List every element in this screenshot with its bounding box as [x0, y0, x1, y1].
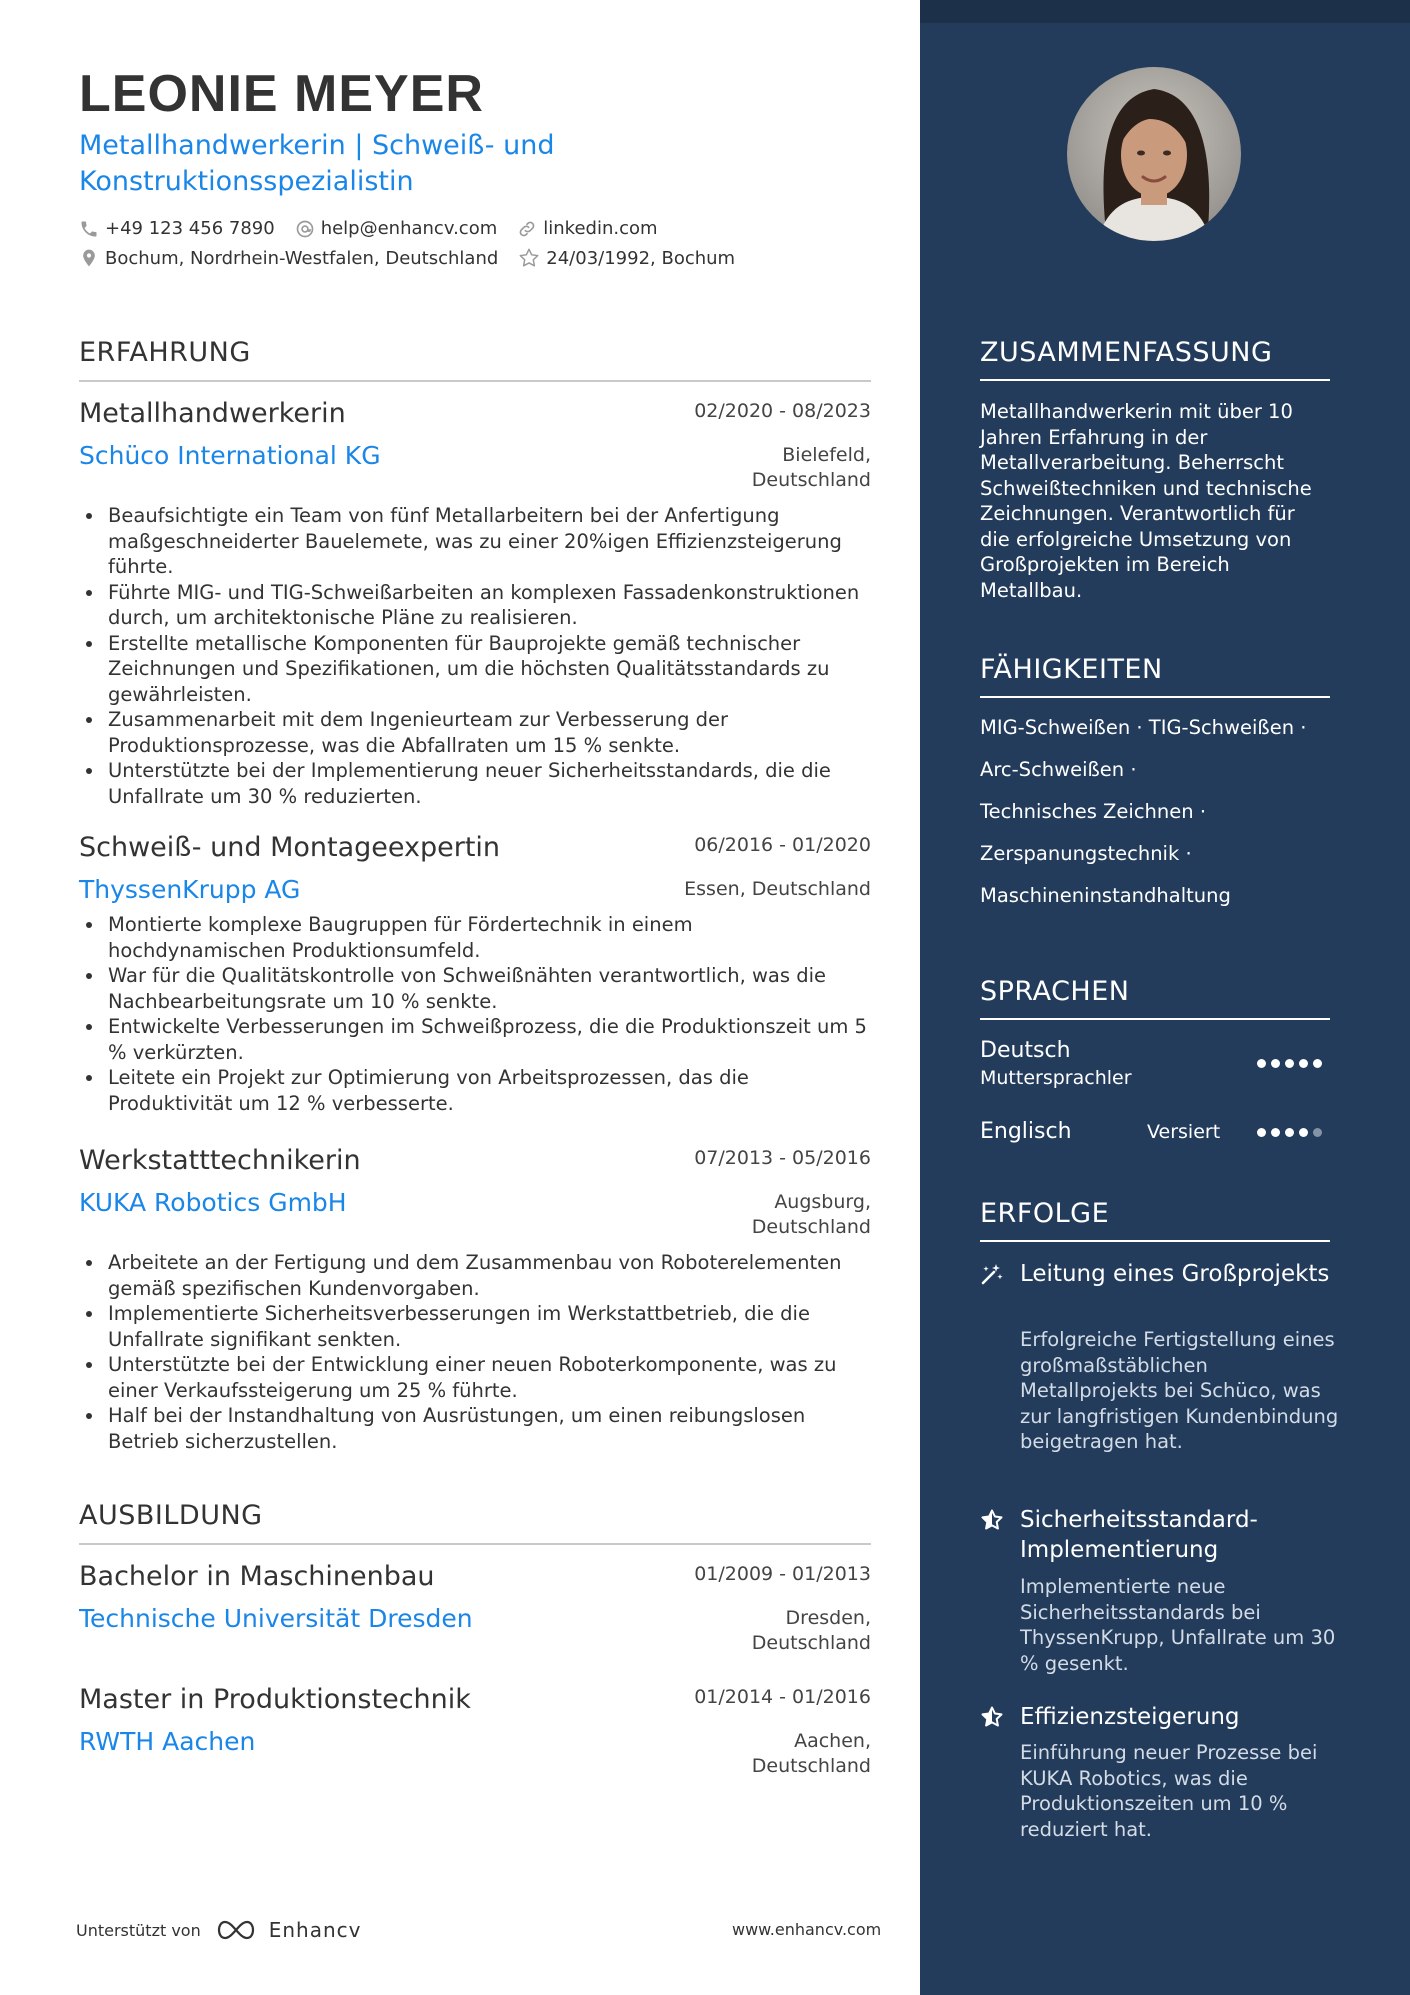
- bullet-item: Arbeitete an der Fertigung und dem Zusammenbau von Roboterelementen gemäß spezifischen Kundenvorgaben.: [79, 1250, 871, 1301]
- job-bullets: [79, 503, 871, 809]
- job-title: Metallhandwerkerin: [79, 398, 346, 429]
- phone-text: +49 123 456 7890: [105, 218, 275, 239]
- star-icon: [980, 1705, 1004, 1729]
- wand-icon: [980, 1262, 1004, 1286]
- achievement-title: Sicherheitsstandard-Implementierung: [1020, 1507, 1258, 1563]
- footer-website[interactable]: www.enhancv.com: [732, 1920, 882, 1939]
- education-location-line: Deutschland: [751, 1632, 871, 1654]
- bullet-item: Beaufsichtigte ein Team von fünf Metallarbeitern bei der Anfertigung maßgeschneiderter Bauelemete, was zu einer 20%igen Effizienzsteigerung führte.: [79, 503, 871, 580]
- job-bullets: [79, 1250, 871, 1454]
- job-entry: [79, 398, 871, 809]
- location-item: [79, 248, 498, 269]
- job-bullets: [79, 912, 871, 1116]
- rating-dot: [1271, 1128, 1280, 1137]
- skill-line: Technisches Zeichnen ·: [980, 800, 1207, 823]
- education-location-line: Deutschland: [751, 1755, 871, 1777]
- rating-dot: [1285, 1059, 1294, 1068]
- avatar-portrait: [1067, 67, 1241, 241]
- rating-dot: [1257, 1128, 1266, 1137]
- skill-line: Arc-Schweißen ·: [980, 758, 1137, 781]
- star-outline-icon: [518, 247, 540, 269]
- language-level: Muttersprachler: [980, 1067, 1132, 1089]
- bullet-item: Erstellte metallische Komponenten für Bauprojekte gemäß technischer Zeichnungen und Spezifikationen, um die höchsten Qualitätsstandards zu gewährleisten.: [79, 631, 871, 708]
- job-location-line: Deutschland: [751, 469, 871, 491]
- degree-title: Master in Produktionstechnik: [79, 1684, 471, 1715]
- education-dates: 01/2009 - 01/2013: [694, 1563, 871, 1585]
- bullet-item: Zusammenarbeit mit dem Ingenieurteam zur Verbesserung der Produktionsprozesse, was die Abfallraten um 15 % senkte.: [79, 707, 871, 758]
- bullet-item: War für die Qualitätskontrolle von Schweißnähten verantwortlich, was die Nachbearbeitungsrate um 10 % senkte.: [79, 963, 871, 1014]
- language-level: Versiert: [1147, 1121, 1221, 1143]
- birth-text: 24/03/1992, Bochum: [546, 247, 736, 269]
- linkedin-item[interactable]: [517, 218, 657, 239]
- summary-text: Metallhandwerkerin mit über 10 Jahren Erfahrung in der Metallverarbeitung. Beherrscht Schweißtechniken und technische Zeichnungen. Verantwortlich für die erfolgreiche Umsetzung von Großprojekten im Bereich Metallbau.: [980, 400, 1312, 602]
- language-rating: [1257, 1059, 1322, 1068]
- degree-title: Bachelor in Maschinenbau: [79, 1561, 435, 1592]
- skills-heading: FÄHIGKEITEN: [980, 654, 1330, 698]
- skill-line: Zerspanungstechnik ·: [980, 842, 1192, 865]
- education-location: [752, 1606, 871, 1656]
- bullet-item: Unterstützte bei der Implementierung neuer Sicherheitsstandards, die die Unfallrate um 30 % reduzierten.: [79, 758, 871, 809]
- map-pin-icon: [79, 248, 99, 268]
- bullet-item: Implementierte Sicherheitsverbesserungen im Werkstattbetrieb, die die Unfallrate signifikant senkten.: [79, 1301, 871, 1352]
- job-company: KUKA Robotics GmbH: [79, 1188, 347, 1217]
- rating-dot: [1285, 1128, 1294, 1137]
- birth-item: [518, 247, 735, 269]
- email-text[interactable]: help@enhancv.com: [320, 218, 498, 239]
- bullet-item: Half bei der Instandhaltung von Ausrüstungen, um einen reibungslosen Betrieb sicherzustellen.: [79, 1403, 871, 1454]
- rating-dot: [1271, 1059, 1280, 1068]
- education-location: [752, 1729, 871, 1779]
- footer-branding: [76, 1918, 362, 1942]
- job-location-line: Augsburg,: [774, 1191, 871, 1213]
- job-location: [752, 443, 871, 493]
- job-company: Schüco International KG: [79, 441, 381, 470]
- location-text: Bochum, Nordrhein-Westfalen, Deutschland: [105, 247, 499, 269]
- achievement-title: Effizienzsteigerung: [1020, 1704, 1240, 1730]
- contact-row-1: [79, 218, 678, 239]
- summary-heading: ZUSAMMENFASSUNG: [980, 337, 1330, 381]
- job-title: Schweiß- und Montageexpertin: [79, 832, 501, 863]
- link-icon: [517, 219, 537, 239]
- education-entry: [79, 1561, 871, 1654]
- skill-line: MIG-Schweißen · TIG-Schweißen ·: [980, 716, 1307, 739]
- bullet-item: Unterstützte bei der Entwicklung einer neuen Roboterkomponente, was zu einer Verkaufssteigerung um 25 % führte.: [79, 1352, 871, 1403]
- education-heading: AUSBILDUNG: [79, 1500, 871, 1545]
- language-rating: [1257, 1128, 1322, 1137]
- language-name: Deutsch: [980, 1038, 1071, 1063]
- achievement-title: Leitung eines Großprojekts: [1020, 1261, 1330, 1287]
- phone-icon: [79, 219, 99, 239]
- education-dates: 01/2014 - 01/2016: [694, 1686, 871, 1708]
- job-entry: [79, 1145, 871, 1454]
- headline: Metallhandwerkerin | Schweiß- und Konstruktionsspezialistin: [79, 130, 555, 197]
- contact-row-2: [79, 247, 755, 269]
- job-location: [684, 877, 871, 902]
- job-entry: [79, 832, 871, 1116]
- achievement-desc: Implementierte neue Sicherheitsstandards bei ThyssenKrupp, Unfallrate um 30 % gesenkt.: [1020, 1575, 1336, 1675]
- language-name: Englisch: [980, 1119, 1072, 1144]
- rating-dot-empty: [1313, 1128, 1322, 1137]
- job-dates: 06/2016 - 01/2020: [694, 834, 871, 856]
- job-location-line: Deutschland: [751, 1216, 871, 1238]
- rating-dot: [1257, 1059, 1266, 1068]
- profile-photo: [1067, 67, 1241, 241]
- bullet-item: Führte MIG- und TIG-Schweißarbeiten an komplexen Fassadenkonstruktionen durch, um architektonische Pläne zu realisieren.: [79, 580, 871, 631]
- job-location-line: Bielefeld,: [782, 444, 871, 466]
- skill-line: Maschineninstandhaltung: [980, 884, 1231, 907]
- job-title: Werkstatttechnikerin: [79, 1145, 361, 1176]
- email-item[interactable]: [295, 218, 498, 239]
- job-company: ThyssenKrupp AG: [79, 875, 301, 904]
- languages-heading: SPRACHEN: [980, 976, 1330, 1020]
- job-dates: 07/2013 - 05/2016: [694, 1147, 871, 1169]
- sidebar-top-strip: [920, 0, 1410, 23]
- star-icon: [980, 1508, 1004, 1532]
- bullet-item: Entwickelte Verbesserungen im Schweißprozess, die die Produktionszeit um 5 % verkürzten.: [79, 1014, 871, 1065]
- education-entry: [79, 1684, 871, 1777]
- enhancv-logo-icon: [213, 1918, 259, 1942]
- candidate-name: LEONIE MEYER: [79, 65, 484, 123]
- linkedin-text[interactable]: linkedin.com: [543, 218, 658, 239]
- achievement-desc: Einführung neuer Prozesse bei KUKA Robotics, was die Produktionszeiten um 10 % reduziert hat.: [1020, 1741, 1318, 1841]
- rating-dot: [1299, 1059, 1308, 1068]
- bullet-item: Montierte komplexe Baugruppen für Fördertechnik in einem hochdynamischen Produktionsumfeld.: [79, 912, 871, 963]
- rating-dot: [1299, 1128, 1308, 1137]
- job-location: [752, 1190, 871, 1240]
- school-name: Technische Universität Dresden: [79, 1604, 473, 1633]
- job-location-line: Essen, Deutschland: [684, 878, 871, 900]
- job-dates: 02/2020 - 08/2023: [694, 400, 871, 422]
- brand-name: Enhancv: [268, 1918, 362, 1942]
- experience-heading: ERFAHRUNG: [79, 337, 871, 382]
- education-location-line: Aachen,: [794, 1730, 871, 1752]
- achievements-heading: ERFOLGE: [980, 1198, 1330, 1242]
- education-location-line: Dresden,: [785, 1607, 871, 1629]
- achievement-desc: Erfolgreiche Fertigstellung eines großmaßstäblichen Metallprojekts bei Schüco, was zur langfristigen Kundenbindung beigetragen hat.: [1020, 1328, 1339, 1453]
- bullet-item: Leitete ein Projekt zur Optimierung von Arbeitsprozessen, das die Produktivität um 12 % verbesserte.: [79, 1065, 871, 1116]
- phone-item: [79, 218, 275, 239]
- powered-by-text: Unterstützt von: [76, 1920, 201, 1940]
- at-icon: [295, 219, 315, 239]
- rating-dot: [1313, 1059, 1322, 1068]
- school-name: RWTH Aachen: [79, 1727, 256, 1756]
